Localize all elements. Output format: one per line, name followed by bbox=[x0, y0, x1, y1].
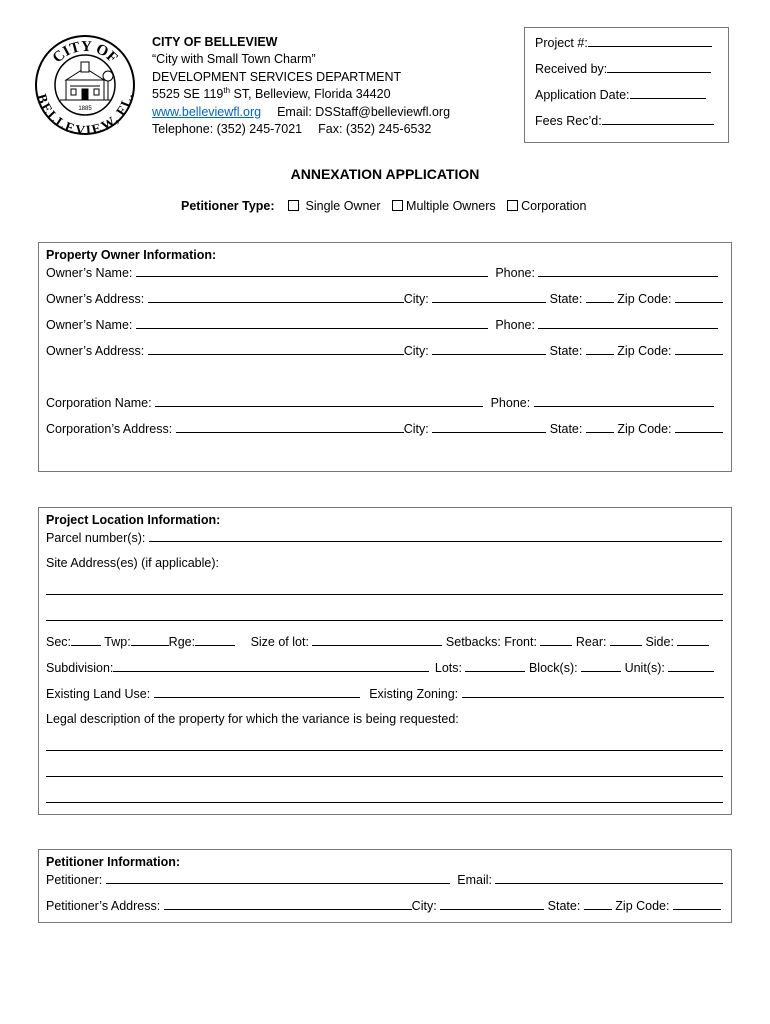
office-use-box bbox=[524, 27, 729, 143]
owner-name-row: Owner’s Name: Phone: bbox=[46, 264, 723, 282]
corporation-city-field[interactable] bbox=[432, 420, 546, 433]
city-seal-logo bbox=[34, 34, 136, 136]
legal-description-field-3[interactable] bbox=[46, 802, 723, 803]
petitioner-email-field[interactable] bbox=[495, 871, 723, 884]
seal-text-bottom: BELLEVIEW, FL. bbox=[34, 92, 136, 136]
legal-description-field-1[interactable] bbox=[46, 750, 723, 751]
owner-section bbox=[38, 242, 732, 472]
owner-phone-field-1[interactable] bbox=[538, 264, 718, 277]
owner-address-row: Owner’s Address: City: State: Zip Code: bbox=[46, 342, 723, 360]
owner-zip-field-1[interactable] bbox=[675, 290, 723, 303]
application-date-field[interactable] bbox=[630, 86, 706, 99]
corporation-address-row: Corporation’s Address: City: State: Zip Code: bbox=[46, 420, 723, 438]
location-section-heading: Project Location Information: bbox=[46, 513, 221, 527]
multiple-owners-checkbox[interactable] bbox=[392, 200, 403, 211]
petitioner-type-row bbox=[181, 199, 594, 213]
web-email-line bbox=[152, 104, 450, 121]
street-address: 5525 SE 119th ST, Belleview, Florida 34420 bbox=[152, 86, 391, 102]
subdivision-field[interactable] bbox=[113, 659, 429, 672]
owner-address-field-2[interactable] bbox=[148, 342, 404, 355]
zoning-field[interactable] bbox=[462, 685, 724, 698]
petitioner-section-heading: Petitioner Information: bbox=[46, 855, 181, 869]
multiple-owners-option[interactable]: Multiple Owners bbox=[392, 199, 496, 213]
legal-description-label: Legal description of the property for which the variance is being requested: bbox=[46, 712, 459, 726]
corporation-zip-field[interactable] bbox=[675, 420, 723, 433]
seal-text-top: CITY OF bbox=[49, 38, 121, 67]
corporation-name-row: Corporation Name: Phone: bbox=[46, 394, 723, 412]
owner-zip-field-2[interactable] bbox=[675, 342, 723, 355]
units-field[interactable] bbox=[668, 659, 714, 672]
single-owner-option[interactable]: Single Owner bbox=[288, 199, 381, 213]
land-use-zoning-row: Existing Land Use: Existing Zoning: bbox=[46, 685, 723, 703]
rge-field[interactable] bbox=[195, 633, 235, 646]
owner-section-heading: Property Owner Information: bbox=[46, 248, 217, 262]
owner-address-row: Owner’s Address: City: State: Zip Code: bbox=[46, 290, 723, 308]
page-title: ANNEXATION APPLICATION bbox=[290, 166, 480, 182]
owner-address-field-1[interactable] bbox=[148, 290, 404, 303]
seal-year: 1885 bbox=[78, 106, 92, 112]
petitioner-name-field[interactable] bbox=[106, 871, 450, 884]
owner-name-field-1[interactable] bbox=[136, 264, 488, 277]
phone-fax-line: Telephone: (352) 245-7021 Fax: (352) 245-6532 bbox=[152, 122, 432, 137]
corporation-name-field[interactable] bbox=[155, 394, 483, 407]
corporation-phone-field[interactable] bbox=[534, 394, 714, 407]
lots-field[interactable] bbox=[465, 659, 525, 672]
city-name: CITY OF BELLEVIEW bbox=[152, 35, 278, 49]
setback-side-field[interactable] bbox=[677, 633, 709, 646]
fees-label: Fees Rec’d: bbox=[535, 114, 602, 128]
owner-name-row: Owner’s Name: Phone: bbox=[46, 316, 723, 334]
petitioner-city-field[interactable] bbox=[440, 897, 544, 910]
received-by-field[interactable] bbox=[607, 60, 711, 73]
received-by-label: Received by: bbox=[535, 62, 608, 76]
parcel-field[interactable] bbox=[149, 529, 722, 542]
site-address-label: Site Address(es) (if applicable): bbox=[46, 556, 219, 570]
corporation-address-field[interactable] bbox=[176, 420, 404, 433]
single-owner-checkbox[interactable] bbox=[288, 200, 299, 211]
petitioner-address-row: Petitioner’s Address: City: State: Zip Code: bbox=[46, 897, 723, 915]
subdivision-row: Subdivision: Lots: Block(s): Unit(s): bbox=[46, 659, 723, 677]
header-contact-block bbox=[152, 34, 450, 138]
lot-size-field[interactable] bbox=[312, 633, 442, 646]
project-label: Project #: bbox=[535, 36, 588, 50]
department: DEVELOPMENT SERVICES DEPARTMENT bbox=[152, 69, 402, 84]
location-section bbox=[38, 507, 732, 815]
setback-rear-field[interactable] bbox=[610, 633, 642, 646]
owner-city-field-1[interactable] bbox=[432, 290, 546, 303]
sec-twp-rge-row: Sec: Twp: Rge: Size of lot: Setbacks: Front: Rear: Side: bbox=[46, 633, 723, 651]
petitioner-zip-field[interactable] bbox=[673, 897, 721, 910]
owner-city-field-2[interactable] bbox=[432, 342, 546, 355]
legal-description-field-2[interactable] bbox=[46, 776, 723, 777]
petitioner-section bbox=[38, 849, 732, 923]
owner-name-field-2[interactable] bbox=[136, 316, 488, 329]
land-use-field[interactable] bbox=[154, 685, 360, 698]
project-field[interactable] bbox=[588, 34, 712, 47]
twp-field[interactable] bbox=[131, 633, 169, 646]
corporation-checkbox[interactable] bbox=[507, 200, 518, 211]
owner-state-field-2[interactable] bbox=[586, 342, 614, 355]
slogan: “City with Small Town Charm” bbox=[152, 52, 316, 67]
petitioner-state-field[interactable] bbox=[584, 897, 612, 910]
owner-state-field-1[interactable] bbox=[586, 290, 614, 303]
blocks-field[interactable] bbox=[581, 659, 621, 672]
petitioner-type-label: Petitioner Type: bbox=[181, 199, 275, 213]
site-address-field-1[interactable] bbox=[46, 594, 723, 595]
corporation-option[interactable]: Corporation bbox=[507, 199, 586, 213]
corporation-state-field[interactable] bbox=[586, 420, 614, 433]
site-address-field-2[interactable] bbox=[46, 620, 723, 621]
sec-field[interactable] bbox=[71, 633, 101, 646]
website-link[interactable]: www.belleviewfl.org bbox=[152, 104, 262, 119]
owner-phone-field-2[interactable] bbox=[538, 316, 718, 329]
fees-field[interactable] bbox=[602, 112, 714, 125]
parcel-row: Parcel number(s): bbox=[46, 529, 723, 547]
setback-front-field[interactable] bbox=[540, 633, 572, 646]
petitioner-row: Petitioner: Email: bbox=[46, 871, 723, 889]
petitioner-address-field[interactable] bbox=[164, 897, 412, 910]
email-text: Email: DSStaff@belleviewfl.org bbox=[277, 104, 451, 119]
application-date-label: Application Date: bbox=[535, 88, 630, 102]
